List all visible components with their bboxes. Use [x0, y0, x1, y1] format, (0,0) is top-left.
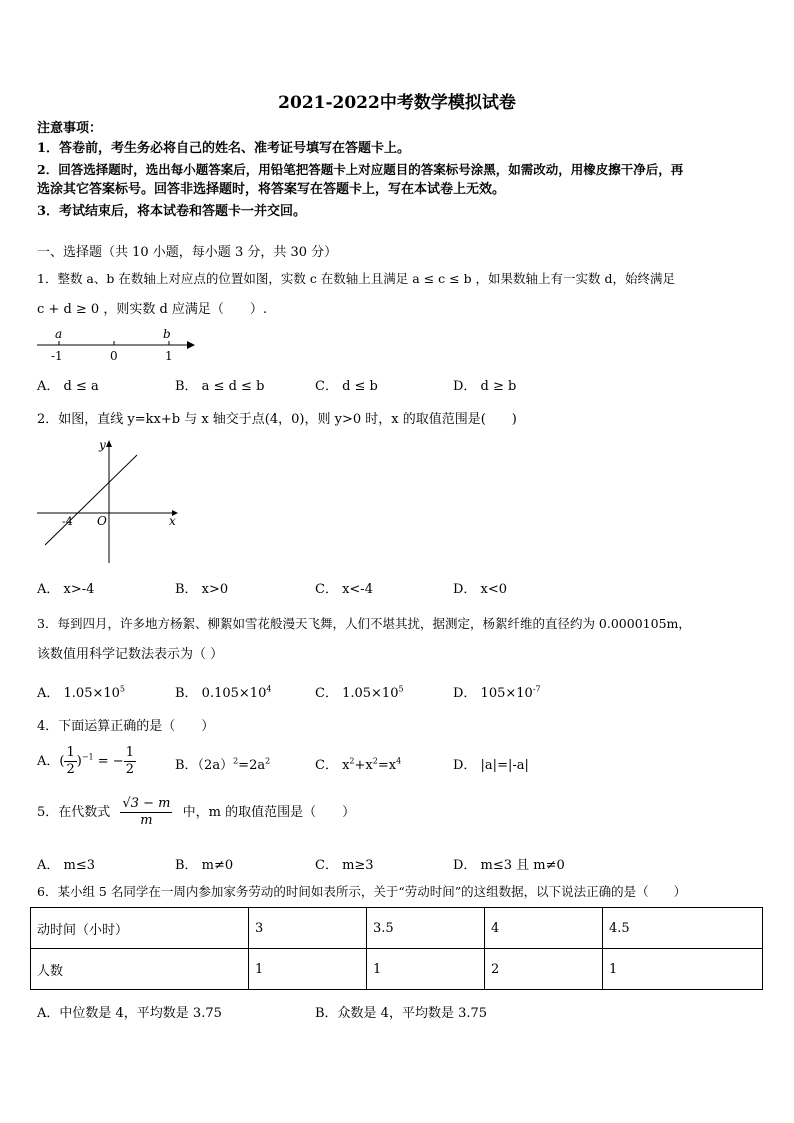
table-cell: 1 [367, 949, 485, 990]
table-cell: 3.5 [367, 908, 485, 949]
table-cell: 4.5 [603, 908, 763, 949]
number-line-arrow [187, 341, 195, 349]
q4-stem: 4．下面运算正确的是（ ） [37, 719, 215, 734]
q1-option-a[interactable]: A． d ≤ a [37, 379, 99, 394]
notice-item-2-line-1: 2．回答选择题时，选出每小题答案后，用铅笔把答题卡上对应题目的答案标号涂黑，如需改动，用橡皮擦干净后，再 [37, 162, 684, 177]
table-cell: 1 [603, 949, 763, 990]
table-row [31, 908, 763, 949]
notice-item-3: 3．考试结束后，将本试卷和答题卡一并交回。 [37, 204, 307, 219]
notice-item-2-line-2: 选涂其它答案标号。回答非选择题时，将答案写在答题卡上，写在本试卷上无效。 [37, 182, 506, 197]
q1-option-d[interactable]: D． d ≥ b [453, 379, 517, 394]
table-row [31, 949, 763, 990]
q3-option-a[interactable]: A． $1.05\times 10^5$ [37, 684, 125, 701]
y-label: y [99, 438, 106, 452]
q3-stem-line-1: 3．每到四月，许多地方杨絮、柳絮如雪花般漫天飞舞，人们不堪其扰，据测定，杨絮纤维的直径约为 0.0000105m， [37, 616, 691, 631]
table-cell: 2 [485, 949, 603, 990]
label-one: 1 [165, 349, 173, 363]
q3-option-c[interactable]: C． $1.05\times 10^5$ [315, 684, 404, 701]
q5-option-a[interactable]: A． m≤3 [37, 858, 96, 873]
q1-stem-line-1: 1．整数 a、b 在数轴上对应点的位置如图，实数 c 在数轴上且满足 a ≤ c ≤ b ，如果数轴上有一实数 d，始终满足 [37, 271, 676, 286]
q3-option-b[interactable]: B． $0.105\times 10^4$ [175, 684, 272, 701]
label-minus-1: -1 [51, 349, 63, 363]
q6-option-a[interactable]: A．中位数是 4，平均数是 3.75 [37, 1006, 222, 1021]
q6-option-b[interactable]: B．众数是 4，平均数是 3.75 [315, 1006, 488, 1021]
q6-table [30, 907, 763, 990]
q3-stem-line-2: 该数值用科学记数法表示为（ ） [37, 647, 224, 662]
table-cell: 3 [249, 908, 367, 949]
table-cell: 1 [249, 949, 367, 990]
section-heading: 一、选择题（共 10 小题，每小题 3 分，共 30 分） [37, 245, 338, 260]
q5-option-d[interactable]: D． m≤3 且 m≠0 [453, 858, 565, 873]
x-label: x [169, 514, 176, 528]
minus-4-label: -4 [62, 515, 73, 528]
q1-option-c[interactable]: C． d ≤ b [315, 379, 378, 394]
q1-option-b[interactable]: B． a ≤ d ≤ b [175, 379, 265, 394]
q1-number-line [37, 326, 197, 366]
q2-option-d[interactable]: D． x<0 [453, 582, 508, 597]
q5-numerator: √3 − m [122, 796, 171, 811]
notice-item-1: 1．答卷前，考生务必将自己的姓名、准考证号填写在答题卡上。 [37, 141, 411, 156]
q2-option-c[interactable]: C． x<-4 [315, 582, 373, 597]
label-zero: 0 [110, 349, 118, 363]
q4-option-c[interactable]: C． $x^2+x^2=x^4$ [315, 756, 402, 773]
table-cell: 4 [485, 908, 603, 949]
q5-denominator: m [140, 813, 153, 828]
q5-stem: 5．在代数式 $\frac{√3 - m}{m}$ 中，m 的取值范围是（ ） [37, 796, 356, 828]
line-y-kx-b [45, 455, 137, 545]
q5-option-b[interactable]: B． m≠0 [175, 858, 234, 873]
table-cell: 动时间（小时） [31, 908, 249, 949]
origin-label: O [97, 514, 107, 528]
q2-option-a[interactable]: A． x>-4 [37, 582, 95, 597]
label-b: b [163, 327, 171, 341]
q2-option-b[interactable]: B． x>0 [175, 582, 229, 597]
label-a: a [55, 327, 63, 341]
q2-graph [37, 435, 182, 565]
y-axis-arrow [106, 440, 112, 447]
q5-option-c[interactable]: C． m≥3 [315, 858, 374, 873]
q4-option-b[interactable]: B．$(2a)^2=2a^2$ [175, 756, 271, 773]
q4-option-a[interactable]: A．( $\frac{1}{2}$ )$^{-1}$ = − $\frac{1}{2}$ [37, 745, 134, 777]
q6-stem: 6．某小组 5 名同学在一周内参加家务劳动的时间如表所示，关于“劳动时间”的这组数据，以下说法正确的是（ ） [37, 884, 687, 899]
table-cell: 人数 [31, 949, 249, 990]
exam-title: 2021-2022中考数学模拟试卷 [278, 93, 516, 113]
q1-stem-line-2: c + d ≥ 0 ，则实数 d 应满足（ ）. [37, 302, 268, 317]
q3-option-d[interactable]: D． $105\times 10^{-7}$ [453, 684, 541, 701]
q4-option-d[interactable]: D． |a|=|-a| [453, 758, 529, 773]
notice-heading: 注意事项： [37, 121, 103, 136]
q2-stem: 2．如图，直线 y=kx+b 与 x 轴交于点(4，0)，则 y>0 时，x 的取值范围是( ) [37, 412, 517, 427]
